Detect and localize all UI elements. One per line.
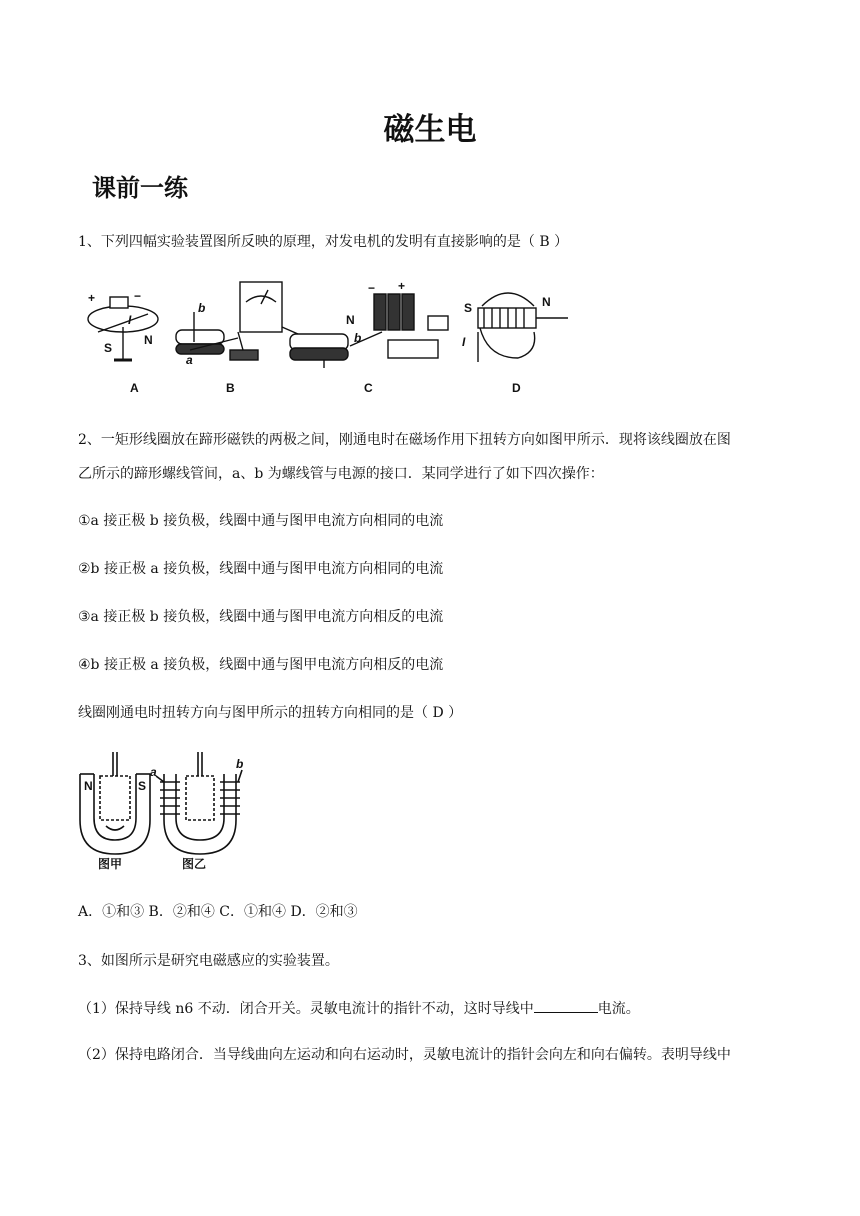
question-3-part-2: （2）保持电路闭合．当导线曲向左运动和向右运动时，灵敏电流计的指针会向左和向右偏转。表明导线中 bbox=[78, 1047, 731, 1063]
svg-text:b: b bbox=[354, 331, 362, 345]
question-1-text: 1、下列四幅实验装置图所反映的原理，对发电机的发明有直接影响的是（ B ） bbox=[78, 234, 569, 250]
svg-text:+: + bbox=[398, 279, 406, 293]
page-title: 磁生电 bbox=[383, 112, 477, 148]
svg-text:S: S bbox=[464, 301, 473, 315]
answer-blank[interactable] bbox=[534, 998, 598, 1013]
figure-yi-solenoid bbox=[156, 752, 242, 854]
figure-label-b: B bbox=[226, 381, 235, 395]
svg-text:b: b bbox=[198, 301, 206, 315]
question-2-ask: 线圈刚通电时扭转方向与图甲所示的扭转方向相同的是（ D ） bbox=[78, 705, 463, 721]
svg-text:b: b bbox=[236, 757, 244, 771]
question-3-stem: 3、如图所示是研究电磁感应的实验装置。 bbox=[78, 953, 339, 969]
question-3-part-1 bbox=[78, 998, 640, 1019]
figure-c-battery-motor bbox=[290, 294, 448, 368]
svg-text:+: + bbox=[88, 291, 96, 305]
svg-text:N: N bbox=[346, 313, 355, 327]
figure-a-compass bbox=[88, 297, 158, 360]
q1-figure bbox=[78, 272, 578, 400]
svg-text:N: N bbox=[542, 295, 551, 309]
question-2-line-2: 乙所示的蹄形螺线管间，a、b 为螺线管与电源的接口．某同学进行了如下四次操作： bbox=[78, 466, 604, 482]
svg-text:−: − bbox=[134, 289, 142, 303]
figure-label-a: A bbox=[130, 381, 139, 395]
svg-text:N: N bbox=[144, 333, 153, 347]
figure-b-galvanometer bbox=[176, 282, 298, 360]
svg-text:I: I bbox=[462, 335, 466, 349]
operation-4: ④b 接正极 a 接负极，线圈中通与图甲电流方向相反的电流 bbox=[78, 657, 444, 673]
svg-text:a: a bbox=[186, 353, 193, 367]
q2-figure bbox=[76, 748, 246, 872]
svg-text:N: N bbox=[84, 779, 93, 793]
part-1-suffix: 电流。 bbox=[597, 1001, 640, 1017]
svg-text:a: a bbox=[150, 765, 157, 779]
figure-jia-magnet bbox=[80, 752, 150, 854]
svg-text:S: S bbox=[138, 779, 147, 793]
operation-1: ①a 接正极 b 接负极，线圈中通与图甲电流方向相同的电流 bbox=[78, 513, 444, 529]
figure-label-d: D bbox=[512, 381, 521, 395]
operation-3: ③a 接正极 b 接负极，线圈中通与图甲电流方向相反的电流 bbox=[78, 609, 444, 625]
section-heading: 课前一练 bbox=[92, 174, 188, 202]
svg-text:I: I bbox=[128, 313, 132, 327]
part-1-text: （1）保持导线 n6 不动．闭合开关。灵敏电流计的指针不动，这时导线中 bbox=[78, 1001, 534, 1017]
svg-text:S: S bbox=[104, 341, 113, 355]
figure-label-yi: 图乙 bbox=[182, 857, 207, 871]
question-2-choices: A．①和③ B．②和④ C．①和④ D．②和③ bbox=[78, 904, 358, 920]
figure-label-c: C bbox=[364, 381, 373, 395]
operation-2: ②b 接正极 a 接负极，线圈中通与图甲电流方向相同的电流 bbox=[78, 561, 444, 577]
figure-label-jia: 图甲 bbox=[98, 857, 123, 871]
svg-text:−: − bbox=[368, 281, 376, 295]
question-2-line-1: 2、一矩形线圈放在蹄形磁铁的两极之间，刚通电时在磁场作用下扭转方向如图甲所示．现将该线圈放在图 bbox=[78, 432, 731, 448]
figure-d-solenoid-hand bbox=[478, 293, 568, 362]
